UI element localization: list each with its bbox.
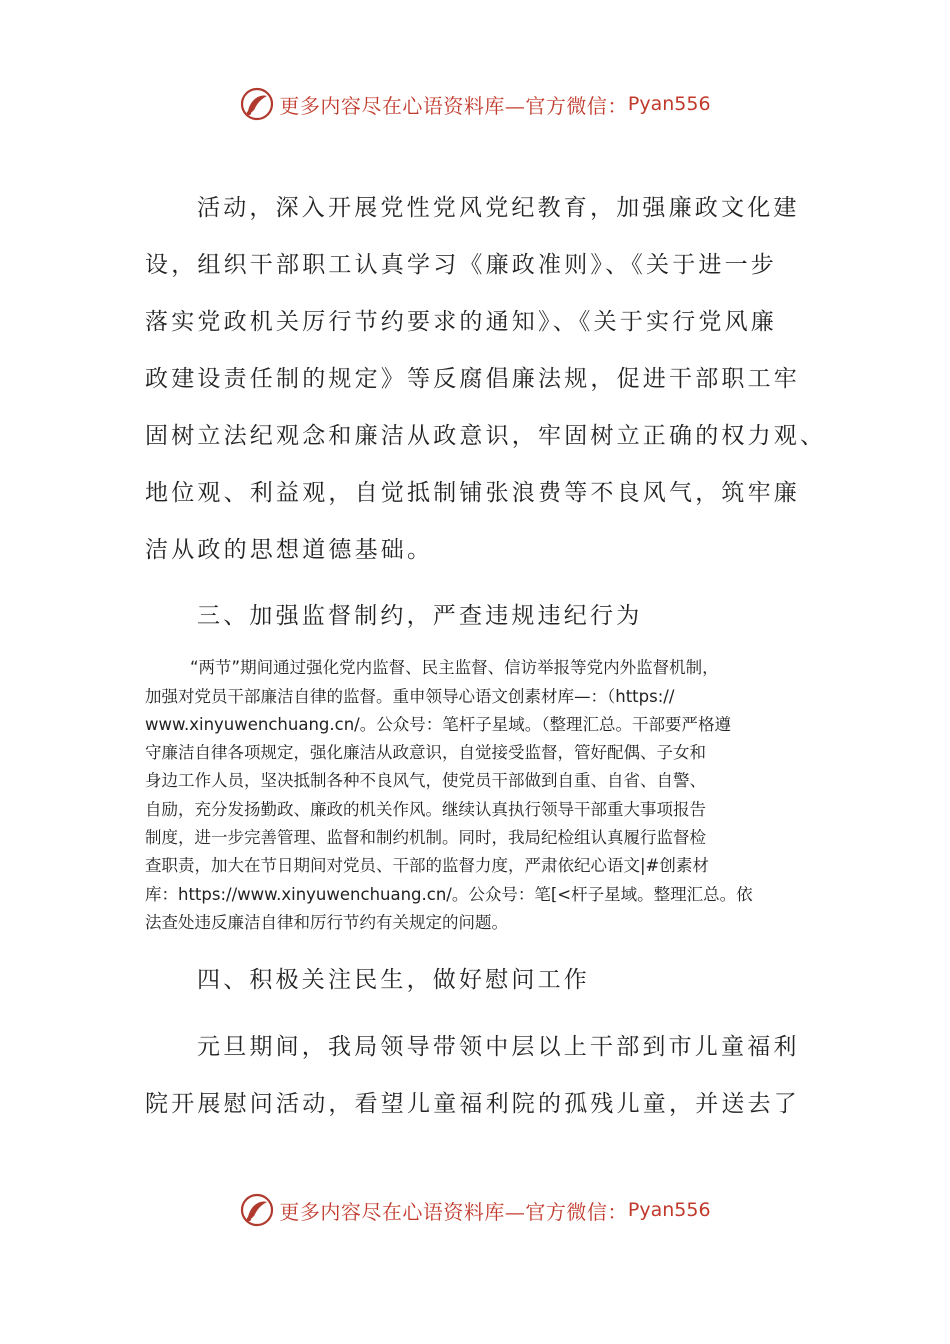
- paragraph1-line-3: 落实党政机关厉行节约要求的通知》、《关于实行党风廉: [145, 309, 777, 335]
- paragraph1-line-5: 固树立法纪观念和廉洁从政意识，牢固树立正确的权力观、: [145, 423, 827, 449]
- banner-wechat-id: Pyan556: [627, 93, 711, 115]
- paragraph2-line-6: 自励，充分发扬勤政、廉政的机关作风。继续认真执行领导干部重大事项报告: [145, 800, 706, 819]
- paragraph1-line-7: 洁从政的思想道德基础。: [145, 537, 434, 563]
- section-heading-3: 三、加强监督制约，严查违规违纪行为: [197, 603, 643, 629]
- banner-text: 更多内容尽在心语资料库—官方微信：: [279, 1199, 628, 1224]
- paragraph2-line-7: 制度，进一步完善管理、监督和制约机制。同时，我局纪检组认真履行监督检: [145, 828, 706, 847]
- paragraph3-line-2: 院开展慰问活动，看望儿童福利院的孤残儿童，并送去了: [145, 1091, 800, 1117]
- paragraph2-line-5: 身边工作人员，坚决抵制各种不良风气，使党员干部做到自重、自省、自警、: [145, 771, 706, 790]
- paragraph2-line-2: 加强对党员干部廉洁自律的监督。重申领导心语文创素材库—：（https://: [145, 687, 675, 706]
- paragraph2-line-8: 查职责，加大在节日期间对党员、干部的监督力度，严肃依纪心语文|#创素材: [145, 856, 709, 875]
- paragraph2-line-3: www.xinyuwenchuang.cn/。公众号：笔杆子星域。（整理汇总。干部要严格遵: [145, 715, 731, 734]
- paragraph1-line-1: 活动，深入开展党性党风党纪教育，加强廉政文化建: [197, 195, 800, 221]
- logo-icon: [239, 1192, 275, 1228]
- paragraph1-line-2: 设，组织干部职工认真学习《廉政准则》、《关于进一步: [145, 252, 777, 278]
- section-heading-4: 四、积极关注民生，做好慰问工作: [197, 967, 590, 993]
- footer-banner: [0, 1190, 950, 1230]
- paragraph3-line-1: 元旦期间，我局领导带领中层以上干部到市儿童福利: [197, 1034, 800, 1060]
- paragraph2-line-10: 法查处违反廉洁自律和厉行节约有关规定的问题。: [145, 913, 508, 932]
- paragraph2-line-9: 库：https://www.xinyuwenchuang.cn/。公众号：笔[<杆子星域。整理汇总。依: [145, 885, 753, 904]
- paragraph1-line-4: 政建设责任制的规定》等反腐倡廉法规，促进干部职工牢: [145, 366, 800, 392]
- banner-wechat-id: Pyan556: [627, 1199, 711, 1221]
- logo-icon: [239, 86, 275, 122]
- header-banner: [0, 84, 950, 124]
- paragraph2-line-1: “两节”期间通过强化党内监督、民主监督、信访举报等党内外监督机制，: [190, 658, 719, 677]
- paragraph2-line-4: 守廉洁自律各项规定，强化廉洁从政意识，自觉接受监督，管好配偶、子女和: [145, 743, 706, 762]
- paragraph1-line-6: 地位观、利益观，自觉抵制铺张浪费等不良风气，筑牢廉: [145, 480, 800, 506]
- banner-text: 更多内容尽在心语资料库—官方微信：: [279, 93, 628, 118]
